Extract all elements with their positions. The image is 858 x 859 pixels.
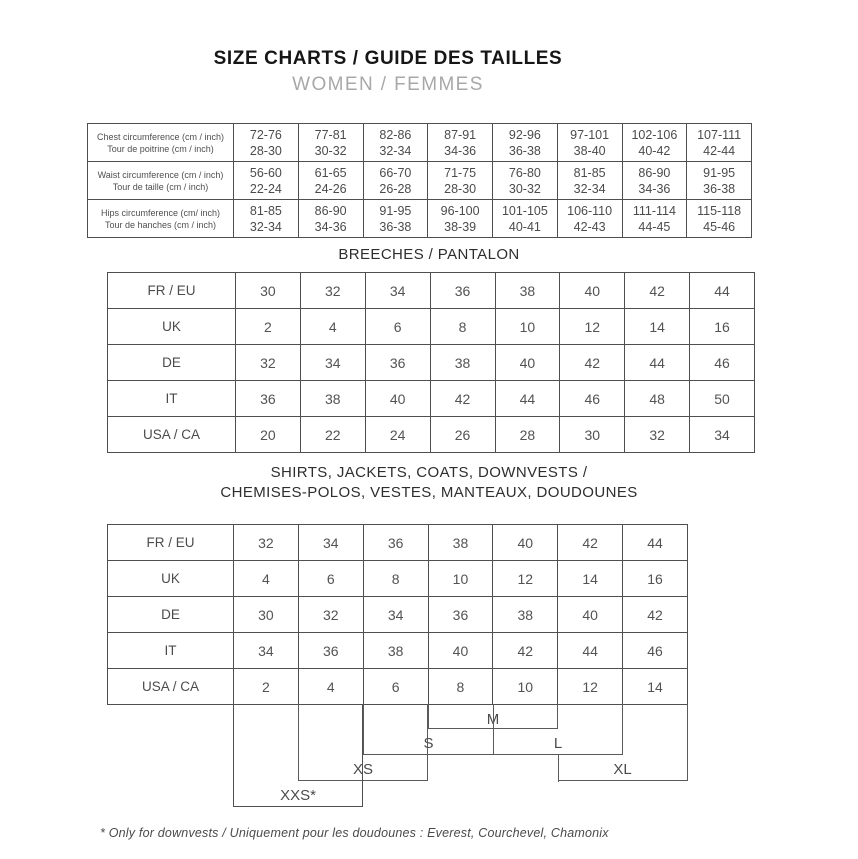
size-cell: 4: [300, 309, 365, 345]
inch-range: 38-39: [444, 219, 477, 234]
inch-range: 36-38: [508, 143, 541, 158]
page-title: SIZE CHARTS / GUIDE DES TAILLES: [213, 48, 563, 69]
measurement-cell: [622, 162, 687, 200]
inch-range: 42-44: [703, 143, 736, 158]
row-label: USA / CA: [108, 669, 234, 705]
cm-range: 87-91: [444, 127, 477, 142]
measurement-cell: [298, 162, 363, 200]
size-cell: 12: [558, 669, 623, 705]
size-cell: 44: [623, 525, 688, 561]
size-cell: 48: [625, 381, 690, 417]
cm-range: 86-90: [314, 203, 347, 218]
measurement-cell: [493, 200, 558, 238]
bracket-label-xl: XL: [613, 761, 632, 778]
size-cell: 34: [690, 417, 755, 453]
cm-range: 72-76: [249, 127, 282, 142]
inch-range: 24-26: [314, 181, 347, 196]
size-cell: 36: [363, 525, 428, 561]
size-cell: 44: [690, 273, 755, 309]
bracket-label-l: L: [553, 735, 563, 752]
row-label: FR / EU: [108, 273, 236, 309]
size-row: [108, 273, 755, 309]
size-cell: 20: [236, 417, 301, 453]
inch-range: 28-30: [249, 143, 282, 158]
measurement-cell: [234, 124, 299, 162]
size-cell: 8: [363, 561, 428, 597]
cm-range: 111-114: [632, 203, 676, 218]
breeches-table: [107, 272, 755, 453]
breeches-heading: BREECHES / PANTALON: [338, 246, 520, 263]
inch-range: 22-24: [249, 181, 282, 196]
cm-range: 96-100: [440, 203, 480, 218]
size-cell: 38: [428, 525, 493, 561]
bracket-label-xxs: XXS*: [280, 787, 316, 804]
size-row: [108, 597, 688, 633]
size-cell: 40: [558, 597, 623, 633]
inch-range: 26-28: [379, 181, 412, 196]
bracket-label-s: S: [423, 735, 434, 752]
cm-range: 81-85: [573, 165, 606, 180]
size-cell: 38: [300, 381, 365, 417]
size-cell: 30: [560, 417, 625, 453]
inch-range: 38-40: [573, 143, 606, 158]
measurement-cell: [687, 200, 752, 238]
size-cell: 42: [560, 345, 625, 381]
size-cell: 36: [365, 345, 430, 381]
row-label: FR / EU: [108, 525, 234, 561]
size-cell: 36: [236, 381, 301, 417]
size-cell: 44: [558, 633, 623, 669]
size-cell: 38: [495, 273, 560, 309]
row-label: USA / CA: [108, 417, 236, 453]
inch-range: 34-36: [638, 181, 671, 196]
bracket-label-m: M: [486, 711, 500, 728]
size-cell: 50: [690, 381, 755, 417]
size-cell: 44: [625, 345, 690, 381]
size-row: [108, 381, 755, 417]
size-row: [108, 669, 688, 705]
inch-range: 28-30: [444, 181, 477, 196]
size-bracket-xxs: [233, 704, 363, 807]
row-label: DE: [108, 597, 234, 633]
size-cell: 2: [236, 309, 301, 345]
cm-range: 77-81: [314, 127, 347, 142]
shirts-heading: [0, 463, 858, 503]
cm-range: 101-105: [501, 203, 548, 218]
row-label: DE: [108, 345, 236, 381]
inch-range: 45-46: [703, 219, 736, 234]
size-row: [108, 309, 755, 345]
footnote: * Only for downvests / Uniquement pour les doudounes : Everest, Courchevel, Chamonix: [100, 826, 609, 840]
size-row: [108, 417, 755, 453]
size-cell: 10: [493, 669, 558, 705]
size-cell: 8: [430, 309, 495, 345]
row-label-en: Waist circumference (cm / inch): [97, 169, 224, 180]
size-cell: 6: [365, 309, 430, 345]
cm-range: 97-101: [570, 127, 610, 142]
row-label: [88, 200, 234, 238]
cm-range: 71-75: [444, 165, 477, 180]
size-cell: 30: [234, 597, 299, 633]
size-cell: 46: [560, 381, 625, 417]
inch-range: 32-34: [249, 219, 282, 234]
row-label: IT: [108, 633, 234, 669]
measurement-cell: [298, 200, 363, 238]
measurement-cell: [493, 162, 558, 200]
inch-range: 36-38: [379, 219, 412, 234]
row-label-fr: Tour de hanches (cm / inch): [104, 219, 217, 230]
size-cell: 34: [234, 633, 299, 669]
size-cell: 34: [365, 273, 430, 309]
cm-range: 115-118: [697, 203, 742, 218]
size-cell: 32: [300, 273, 365, 309]
size-bracket-xl: [558, 704, 688, 781]
cm-range: 81-85: [249, 203, 282, 218]
row-label: UK: [108, 561, 234, 597]
measurement-cell: [557, 200, 622, 238]
bracket-label-xs: XS: [352, 761, 373, 778]
size-cell: 38: [430, 345, 495, 381]
size-cell: 14: [625, 309, 690, 345]
shirts-table: [107, 524, 688, 705]
inch-range: 40-41: [508, 219, 541, 234]
size-cell: 8: [428, 669, 493, 705]
size-cell: 40: [493, 525, 558, 561]
size-cell: 40: [365, 381, 430, 417]
inch-range: 30-32: [314, 143, 347, 158]
measurement-cell: [428, 200, 493, 238]
size-row: [108, 345, 755, 381]
size-cell: 30: [236, 273, 301, 309]
size-cell: 38: [493, 597, 558, 633]
size-cell: 16: [690, 309, 755, 345]
size-cell: 44: [495, 381, 560, 417]
cm-range: 66-70: [379, 165, 412, 180]
size-cell: 4: [298, 669, 363, 705]
measurement-cell: [428, 124, 493, 162]
shirts-heading-line2: CHEMISES-POLOS, VESTES, MANTEAUX, DOUDOUNES: [220, 484, 638, 501]
measurement-cell: [687, 162, 752, 200]
size-cell: 22: [300, 417, 365, 453]
size-cell: 46: [690, 345, 755, 381]
size-cell: 36: [428, 597, 493, 633]
inch-range: 32-34: [573, 181, 606, 196]
size-cell: 28: [495, 417, 560, 453]
size-cell: 10: [428, 561, 493, 597]
size-cell: 34: [300, 345, 365, 381]
size-cell: 32: [234, 525, 299, 561]
size-cell: 2: [234, 669, 299, 705]
size-cell: 36: [298, 633, 363, 669]
size-cell: 16: [623, 561, 688, 597]
size-cell: 32: [625, 417, 690, 453]
size-cell: 14: [623, 669, 688, 705]
measurement-cell: [298, 124, 363, 162]
size-cell: 34: [363, 597, 428, 633]
shirts-heading-line1: SHIRTS, JACKETS, COATS, DOWNVESTS /: [270, 464, 588, 481]
measurement-row: [88, 200, 752, 238]
cm-range: 86-90: [638, 165, 671, 180]
row-label-en: Hips circumference (cm/ inch): [100, 207, 221, 218]
inch-range: 32-34: [379, 143, 412, 158]
inch-range: 42-43: [573, 219, 606, 234]
size-cell: 42: [493, 633, 558, 669]
size-cell: 34: [298, 525, 363, 561]
measurement-cell: [234, 162, 299, 200]
cm-range: 91-95: [703, 165, 736, 180]
size-cell: 40: [495, 345, 560, 381]
row-label: UK: [108, 309, 236, 345]
inch-range: 44-45: [638, 219, 671, 234]
row-label-fr: Tour de poitrine (cm / inch): [107, 143, 214, 154]
row-label: [88, 162, 234, 200]
inch-range: 34-36: [314, 219, 347, 234]
size-cell: 32: [298, 597, 363, 633]
row-label-en: Chest circumference (cm / inch): [96, 131, 225, 142]
cm-range: 92-96: [508, 127, 541, 142]
size-cell: 4: [234, 561, 299, 597]
size-cell: 6: [298, 561, 363, 597]
row-label: [88, 124, 234, 162]
size-cell: 10: [495, 309, 560, 345]
size-cell: 46: [623, 633, 688, 669]
size-cell: 12: [493, 561, 558, 597]
size-cell: 24: [365, 417, 430, 453]
size-cell: 12: [560, 309, 625, 345]
size-cell: 36: [430, 273, 495, 309]
cm-range: 61-65: [314, 165, 347, 180]
measurement-cell: [687, 124, 752, 162]
size-cell: 42: [625, 273, 690, 309]
cm-range: 107-111: [697, 127, 742, 142]
cm-range: 76-80: [508, 165, 541, 180]
size-row: [108, 633, 688, 669]
size-cell: 40: [428, 633, 493, 669]
measurement-cell: [363, 124, 428, 162]
measurement-row: [88, 162, 752, 200]
inch-range: 34-36: [444, 143, 477, 158]
row-label-fr: Tour de taille (cm / inch): [112, 181, 209, 192]
measurement-cell: [428, 162, 493, 200]
measurement-cell: [557, 162, 622, 200]
bracket-xl-left-edge: [558, 755, 559, 782]
page-subtitle: WOMEN / FEMMES: [292, 74, 484, 95]
size-cell: 26: [430, 417, 495, 453]
measurement-row: [88, 124, 752, 162]
inch-range: 36-38: [703, 181, 736, 196]
inch-range: 40-42: [638, 143, 671, 158]
measurements-table: [87, 123, 752, 238]
measurement-cell: [622, 200, 687, 238]
size-cell: 32: [236, 345, 301, 381]
cm-range: 91-95: [379, 203, 412, 218]
size-cell: 40: [560, 273, 625, 309]
size-cell: 42: [558, 525, 623, 561]
measurement-cell: [557, 124, 622, 162]
inch-range: 30-32: [508, 181, 541, 196]
row-label: IT: [108, 381, 236, 417]
cm-range: 82-86: [379, 127, 412, 142]
size-cell: 6: [363, 669, 428, 705]
size-row: [108, 561, 688, 597]
size-cell: 14: [558, 561, 623, 597]
measurement-cell: [493, 124, 558, 162]
size-cell: 42: [623, 597, 688, 633]
cm-range: 106-110: [567, 203, 613, 218]
size-cell: 42: [430, 381, 495, 417]
measurement-cell: [622, 124, 687, 162]
size-row: [108, 525, 688, 561]
cm-range: 56-60: [249, 165, 282, 180]
measurement-cell: [363, 200, 428, 238]
size-cell: 38: [363, 633, 428, 669]
measurement-cell: [363, 162, 428, 200]
cm-range: 102-106: [631, 127, 678, 142]
measurement-cell: [234, 200, 299, 238]
